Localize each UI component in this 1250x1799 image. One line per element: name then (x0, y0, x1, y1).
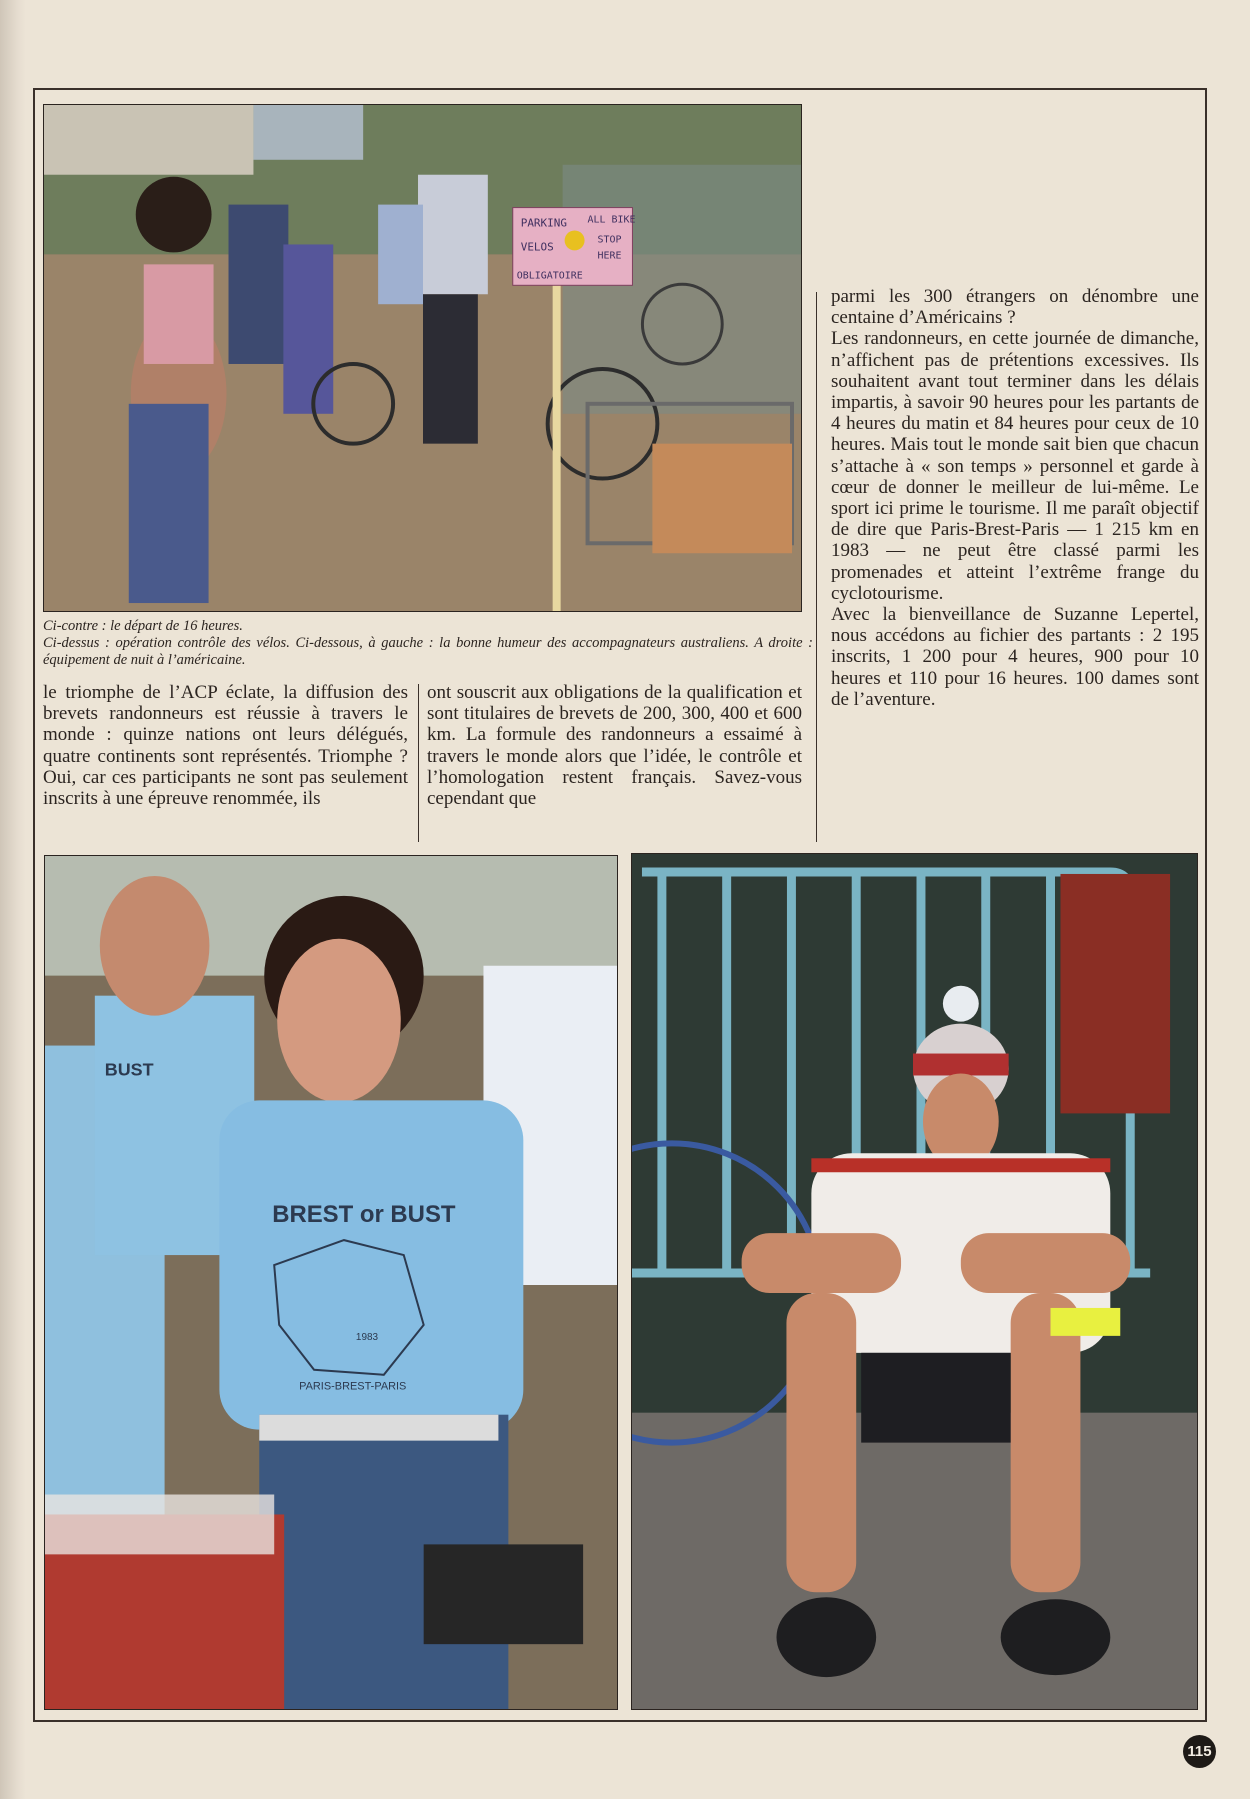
column-rule (418, 684, 419, 842)
article-text-right-2: Les randonneurs, en cette journée de dimanche, n’affichent pas de prétentions excessives. Ils souhaitent avant tout terminer dans les délais impartis, à savoir 90 heures pour les partants de 4 heures du matin et 84 heures pour ceux de 10 heures. Mais tout le monde sait bien que chacun s’attache à « son temps » personnel et garde à cœur de donner le meilleur de lui-même. Le sport ici prime le tourisme. Il me paraît objectif de dire que Paris-Brest-Paris — 1 215 km en 1983 — ne peut être classé parmi les promenades et atteint l’extrême frange du cyclotourisme. (831, 328, 1199, 604)
article-column-middle (427, 682, 802, 809)
sign-text-obligatoire: OBLIGATOIRE (516, 270, 583, 282)
shirt-text-map-year: 1983 (355, 1331, 379, 1343)
sign-text-here: HERE (597, 250, 622, 262)
caption-line-1: Ci-contre : le départ de 16 heures. (43, 618, 243, 634)
photo-equipement-de-nuit (631, 853, 1198, 1710)
sign-text-parking: PARKING (520, 216, 567, 230)
page-number: 115 (1183, 1735, 1216, 1768)
article-text-middle: ont souscrit aux obligations de la qualification et sont titulaires de brevets de 200, 300, 400 et 600 km. La formule des randonneurs a essaimé à travers le monde alors que l’idée, le contrôle et l’homologation restent français. Savez-vous cependant que (427, 682, 802, 810)
sign-text-stop: STOP (597, 234, 622, 246)
column-rule (816, 292, 817, 842)
shirt-text-map-caption: PARIS-BREST-PARIS (299, 1380, 407, 1393)
photo-depart-16-heures (43, 104, 802, 612)
sign-text-all-bike: ALL BIKE (587, 214, 636, 226)
photo-caption (43, 618, 813, 669)
article-column-left (43, 682, 408, 809)
shirt-text-brest-or-bust: BREST or BUST (272, 1201, 456, 1229)
sign-text-velos: VELOS (520, 240, 554, 254)
article-column-right (831, 286, 1199, 710)
article-text-right-3: Avec la bienveillance de Suzanne Lepertel, nous accédons au fichier des partants : 2 195 inscrits, 1 200 pour 4 heures, 900 pour 10 heures et 110 pour 16 heures. 100 dames sont de l’aventure. (831, 604, 1199, 710)
photo-accompagnateurs-australiens (44, 855, 618, 1710)
page-edge (0, 0, 26, 1799)
caption-line-2: Ci-dessus : opération contrôle des vélos. Ci-dessous, à gauche : la bonne humeur des accompagnateurs australiens. A droite : équipement de nuit à l’américaine. (43, 635, 813, 668)
shirt-text-back: BUST (104, 1059, 154, 1080)
article-text-left: le triomphe de l’ACP éclate, la diffusion des brevets randonneurs est réussie à travers le monde : quinze nations ont leurs délégués, quatre continents sont représentés. Triomphe ? Oui, car ces participants ne sont pas seulement inscrits à une épreuve renommée, ils (43, 682, 408, 810)
article-text-right-1: parmi les 300 étrangers on dénombre une centaine d’Américains ? (831, 286, 1199, 329)
